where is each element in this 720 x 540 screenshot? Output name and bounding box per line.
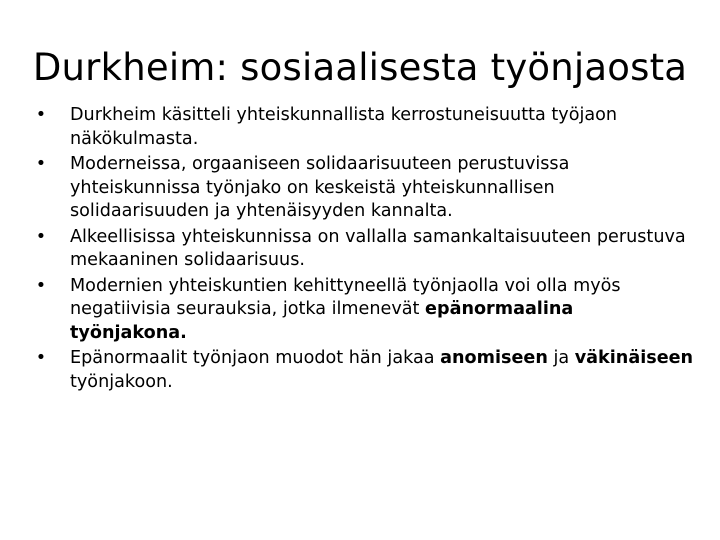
bullet-marker: • — [35, 275, 47, 296]
bullet-marker: • — [35, 105, 47, 125]
bullet-item-5 — [34, 347, 694, 394]
bullet-marker: • — [35, 154, 47, 174]
bullet-text: Alkeellisissa yhteiskunnissa on vallalla samankaltaisuuteen perustuva mekaaninen solidaarisuus. — [70, 226, 686, 270]
bullet-text: Epänormaalit työnjaon muodot hän jakaa — [70, 348, 441, 368]
bullet-text: Modernien yhteiskuntien kehittyneellä työnjaolla voi olla myös negatiivisia seurauksia, jotka ilmenevät — [70, 275, 621, 319]
bullet-emphasis-anomic: anomiseen — [440, 348, 548, 368]
bullet-item-4 — [34, 275, 694, 346]
bullet-text: Durkheim käsitteli yhteiskunnallista kerrostuneisuutta työjaon näkökulmasta. — [70, 105, 618, 149]
bullet-marker: • — [35, 348, 47, 368]
bullet-emphasis: epänormaalina työnjakona. — [70, 299, 574, 343]
slide-title: Durkheim: sosiaalisesta työnjaosta — [32, 46, 688, 89]
bullet-item-2 — [34, 153, 694, 224]
bullet-item-1 — [34, 104, 694, 151]
bullet-item-3 — [34, 226, 694, 273]
bullet-text-end: työnjakoon. — [70, 371, 173, 392]
bullet-text: Moderneissa, orgaaniseen solidaarisuuteen perustuvissa yhteiskunnissa työnjako on keskeistä yhteiskunnallisen solidaarisuuden ja yhtenäisyyden kannalta. — [70, 154, 570, 221]
bullet-list — [34, 104, 694, 396]
bullet-marker: • — [35, 226, 47, 247]
bullet-emphasis-forced: väkinäiseen — [574, 348, 694, 368]
bullet-text-middle: ja — [547, 348, 575, 368]
